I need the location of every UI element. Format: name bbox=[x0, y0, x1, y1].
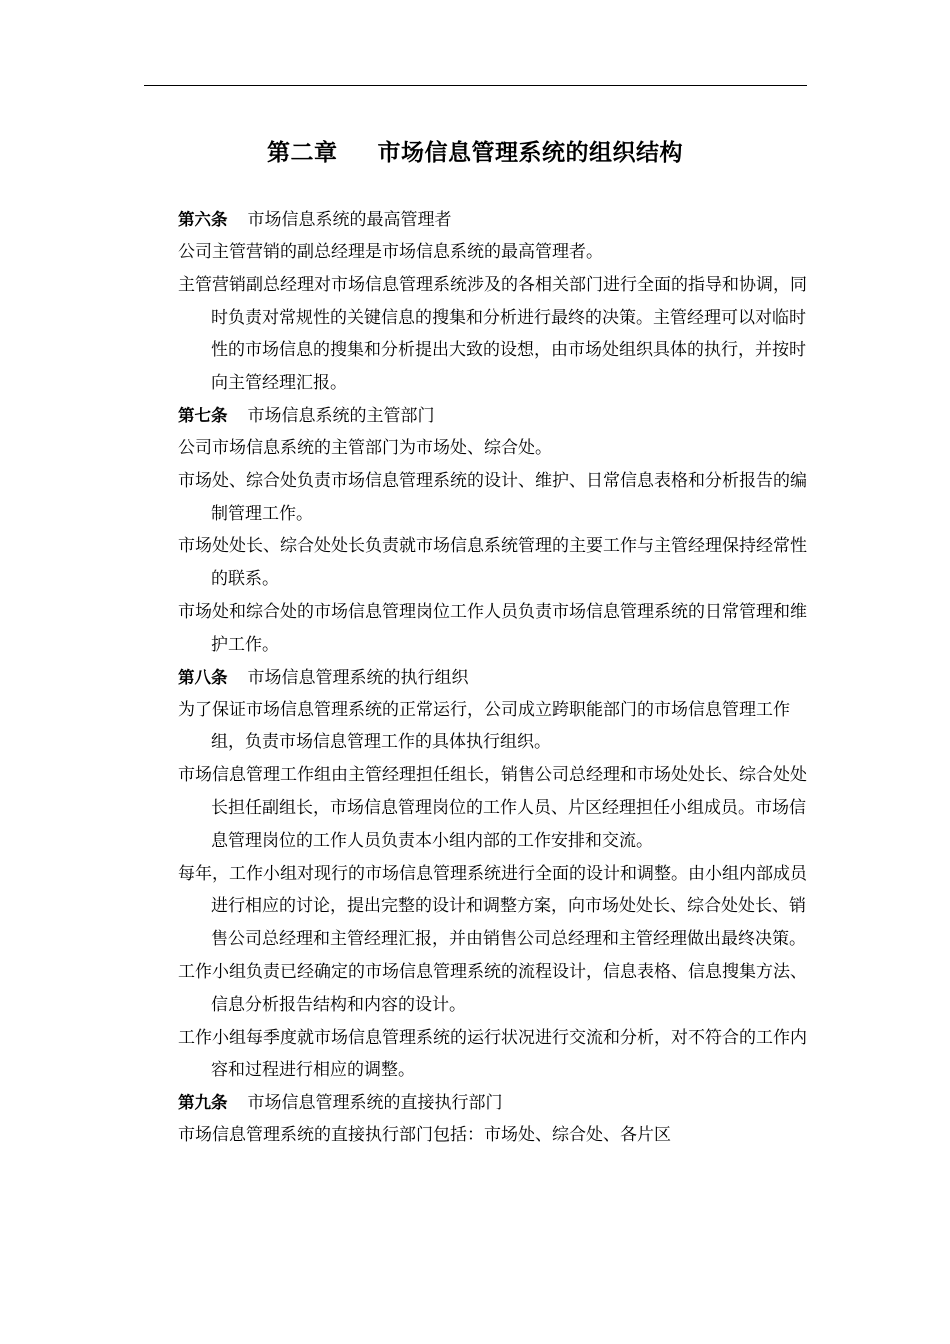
article-title: 市场信息管理系统的执行组织 bbox=[247, 667, 469, 688]
article-title: 市场信息系统的最高管理者 bbox=[247, 210, 452, 230]
paragraph: 市场信息管理工作组由主管经理担任组长，销售公司总经理和市场处处长、综合处处长担任副组长，市场信息管理岗位的工作人员、片区经理担任小组成员。市场信息管理岗位的工作人员负责本小组内部的工作安排和交流。 bbox=[178, 765, 807, 851]
paragraph: 工作小组负责已经确定的市场信息管理系统的流程设计，信息表格、信息搜集方法、信息分析报告结构和内容的设计。 bbox=[178, 961, 807, 1015]
article-heading bbox=[178, 1087, 810, 1119]
article-heading bbox=[178, 204, 810, 236]
article-heading bbox=[178, 400, 810, 432]
paragraph: 市场处、综合处负责市场信息管理系统的设计、维护、日常信息表格和分析报告的编制管理工作。 bbox=[178, 470, 807, 524]
article-heading bbox=[178, 662, 810, 694]
article-number: 第六条 bbox=[178, 210, 228, 229]
paragraph: 市场处和综合处的市场信息管理岗位工作人员负责市场信息管理系统的日常管理和维护工作。 bbox=[178, 601, 807, 655]
paragraph: 为了保证市场信息管理系统的正常运行，公司成立跨职能部门的市场信息管理工作组，负责市场信息管理工作的具体执行组织。 bbox=[178, 699, 790, 753]
article-number: 第七条 bbox=[178, 405, 228, 425]
paragraph: 主管营销副总经理对市场信息管理系统涉及的各相关部门进行全面的指导和协调，同时负责对常规性的关键信息的搜集和分析进行最终的决策。主管经理可以对临时性的市场信息的搜集和分析提出大致的设想，由市场处组织具体的执行，并按时向主管经理汇报。 bbox=[178, 274, 807, 394]
chapter-number: 第二章 bbox=[267, 140, 338, 166]
paragraph: 市场信息管理系统的直接执行部门包括：市场处、综合处、各片区 bbox=[178, 1125, 671, 1146]
chapter-name: 市场信息管理系统的组织结构 bbox=[377, 140, 683, 166]
article-title: 市场信息系统的主管部门 bbox=[247, 405, 435, 426]
paragraph: 工作小组每季度就市场信息管理系统的运行状况进行交流和分析，对不符合的工作内容和过程进行相应的调整。 bbox=[178, 1027, 807, 1081]
header-rule bbox=[144, 85, 807, 86]
article-title: 市场信息管理系统的直接执行部门 bbox=[247, 1093, 503, 1114]
chapter-title bbox=[0, 137, 950, 169]
document-body bbox=[178, 204, 810, 1152]
paragraph: 市场处处长、综合处处长负责就市场信息系统管理的主要工作与主管经理保持经常性的联系。 bbox=[178, 536, 807, 590]
paragraph: 公司主管营销的副总经理是市场信息系统的最高管理者。 bbox=[178, 242, 603, 262]
article-number: 第九条 bbox=[178, 1093, 228, 1113]
article-number: 第八条 bbox=[178, 667, 228, 687]
paragraph: 每年，工作小组对现行的市场信息管理系统进行全面的设计和调整。由小组内部成员进行相应的讨论，提出完整的设计和调整方案，向市场处处长、综合处处长、销售公司总经理和主管经理汇报，并由销售公司总经理和主管经理做出最终决策。 bbox=[178, 863, 807, 950]
paragraph: 公司市场信息系统的主管部门为市场处、综合处。 bbox=[178, 437, 552, 458]
